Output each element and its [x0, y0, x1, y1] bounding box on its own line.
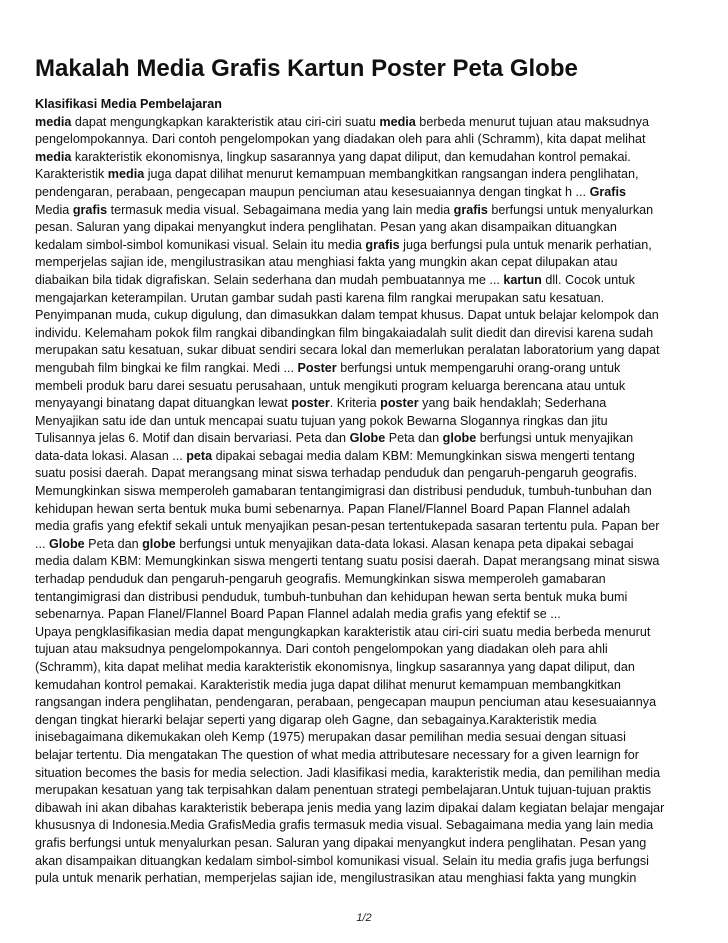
text-line: [35, 589, 697, 607]
text-line: [35, 765, 697, 783]
text-run: Upaya pengklasifikasian media dapat mengungkapkan karakteristik atau ciri-ciri suatu media berbeda menurut: [35, 624, 651, 639]
keyword-highlight: Poster: [297, 360, 337, 375]
text-run: termasuk media visual. Sebagaimana media yang lain media: [107, 202, 454, 217]
text-run: memperjelas sajian ide, mengilustrasikan atau menghiasi fakta yang mungkin akan cepat dilupakan atau: [35, 255, 618, 270]
text-line: [35, 413, 697, 431]
text-run: dll. Cocok untuk: [541, 272, 635, 287]
text-run: situation becomes the basis for media selection. Jadi klasifikasi media, karakteristik media, dan pemilihan media: [35, 765, 661, 780]
text-line: [35, 501, 697, 519]
text-line: [35, 307, 697, 325]
keyword-highlight: media: [379, 114, 416, 129]
text-line: [35, 290, 697, 308]
text-run: kehidupan hewan serta bentuk muka bumi sebenarnya. Papan Flanel/Flannel Board Papan Flannel adalah: [35, 501, 631, 516]
text-run: Peta dan: [385, 431, 443, 446]
text-run: tentangimigrasi dan distribusi penduduk, tumbuh-tunbuhan dan kehidupan hewan serta bentuk muka bumi: [35, 589, 628, 604]
text-line: [35, 166, 697, 184]
text-run: dapat mengungkapkan karakteristik atau ciri-ciri suatu: [71, 114, 380, 129]
text-line: [35, 448, 697, 466]
text-run: diabaikan bila tidak digrafiskan. Selain sederhana dan mudah pembuatannya me ...: [35, 272, 504, 287]
page-number: 1/2: [356, 912, 372, 924]
keyword-highlight: Grafis: [589, 184, 626, 199]
text-run: (Schramm), kita dapat melihat media karakteristik ekonomisnya, lingkup sasarannya yang dapat diliput, dan: [35, 660, 635, 674]
text-line: [35, 659, 697, 677]
keyword-highlight: media: [35, 114, 72, 129]
keyword-highlight: grafis: [72, 202, 108, 217]
keyword-highlight: globe: [142, 536, 176, 551]
keyword-highlight: poster: [380, 396, 419, 411]
text-line: [35, 729, 697, 747]
text-line: [35, 677, 697, 695]
text-run: pesan. Saluran yang dipakai menyangkut indera penglihatan. Pesan yang akan disampaikan dituangkan: [35, 220, 617, 235]
text-run: merupakan kesatuan yang tak terpisahkan dalam penentuan strategi pembelajaran.Untuk tujuan-tujuan praktis: [35, 783, 652, 798]
text-run: data-data lokasi. Alasan ...: [35, 448, 187, 463]
text-line: [35, 817, 697, 835]
keyword-highlight: peta: [186, 448, 213, 463]
text-run: rangsangan indera penglihatan, pendengaran, perabaan, pengecapan maupun penciuman atau kesesuaiannya: [35, 695, 657, 710]
text-run: tujuan atau maksudnya pengelompokannya. Dari contoh pengelompokan yang diadakan oleh para ahli: [35, 642, 608, 657]
text-run: merupakan satu kesatuan, sukar dibuat sendiri secara lokal dan memerlukan peralatan laboratorium yang dapat: [35, 343, 660, 358]
text-run: akan disampaikan dituangkan kedalam simbol-simbol komunikasi visual. Selain itu media grafis juga berfungsi: [35, 853, 649, 868]
text-run: Karakteristik: [35, 167, 108, 182]
text-run: Penyimpanan muda, cukup digulung, dan dimasukkan dalam tempat khusus. Dapat untuk belajar kelompok dan: [35, 308, 659, 323]
text-run: pengelompokannya. Dari contoh pengelompokan yang diadakan oleh para ahli (Schramm), kita dapat melihat: [35, 132, 646, 147]
text-line: [35, 465, 697, 483]
text-run: kemudahan kontrol pemakai. Karakteristik media juga dapat dilihat menurut kemampuan membangkitkan: [35, 677, 621, 692]
section-heading: Klasifikasi Media Pembelajaran: [35, 97, 222, 111]
text-run: mengajarkan keterampilan. Urutan gambar sudah pasti karena film rangkai merupakan satu kesatuan.: [35, 290, 605, 305]
text-line: [35, 518, 697, 536]
text-run: Peta dan: [84, 536, 143, 551]
text-line: [35, 853, 697, 871]
text-line: [35, 782, 697, 800]
text-run: mengubah film bingkai ke film rangkai. Medi ...: [35, 360, 298, 375]
text-line: [35, 641, 697, 659]
text-run: dipakai sebagai media dalam KBM: Memungkinkan siswa mengerti tentang: [212, 448, 635, 463]
text-run: pula untuk menarik perhatian, memperjelas sajian ide, mengilustrasikan atau menghiasi fakta yang mungkin: [35, 871, 637, 886]
keyword-highlight: grafis: [453, 202, 488, 217]
text-run: terhadap penduduk dan pengaruh-pengaruh geografis. Memungkinkan siswa memperoleh gamabaran: [35, 572, 606, 587]
text-run: pendengaran, perabaan, pengecapan maupun penciuman atau kesesuaiannya dengan tingkat h ...: [35, 184, 590, 199]
text-line: [35, 483, 697, 501]
text-run: dibawah ini akan dibahas karakteristik beberapa jenis media yang lazim dipakai dalam kegiatan belajar mengajar: [35, 800, 665, 815]
text-line: [35, 219, 697, 237]
text-run: belajar tertentu. Dia mengatakan The question of what media attributesare necessary for a given learnign for: [35, 747, 639, 762]
text-run: grafis berfungsi untuk menyalurkan pesan. Saluran yang dipakai menyangkut indera penglihatan. Pesan yang: [35, 835, 647, 850]
text-line: [35, 149, 697, 167]
text-run: kedalam simbol-simbol komunikasi visual. Selain itu media: [35, 237, 366, 252]
text-run: suatu posisi daerah. Dapat merangsang minat siswa terhadap penduduk dan pengaruh-pengaruh geografis.: [35, 466, 638, 481]
document-page: [35, 54, 697, 888]
text-run: dengan tingkat hierarki belajar seperti yang digarap oleh Gagne, dan sebagainya.Karakteristik media: [35, 712, 597, 727]
text-line: [35, 712, 697, 730]
text-line: [35, 378, 697, 396]
keyword-highlight: Globe: [349, 431, 386, 446]
text-line: [35, 606, 697, 624]
text-run: inisebagaimana dikemukakan oleh Kemp (1975) merupakan dasar pemilihan media sesuai dengan situasi: [35, 730, 626, 745]
keyword-highlight: Globe: [49, 536, 85, 551]
keyword-highlight: media: [107, 167, 145, 182]
text-run: juga dapat dilihat menurut kemampuan membangkitkan rangsangan indera penglihatan,: [144, 167, 639, 182]
keyword-highlight: poster: [291, 396, 330, 411]
text-run: ...: [35, 536, 49, 551]
text-line: [35, 237, 697, 255]
text-line: [35, 325, 697, 343]
text-run: Memungkinkan siswa memperoleh gamabaran tentangimigrasi dan distribusi penduduk, tumbuh-tunbuhan dan: [35, 484, 652, 499]
text-run: yang baik hendaklah; Sederhana: [418, 396, 607, 411]
text-line: [35, 114, 697, 132]
body-text: [35, 114, 697, 888]
text-run: . Kriteria: [329, 396, 381, 411]
keyword-highlight: globe: [442, 431, 477, 446]
keyword-highlight: kartun: [503, 272, 542, 287]
text-line: [35, 202, 697, 220]
text-line: [35, 835, 697, 853]
text-line: [35, 254, 697, 272]
text-run: menyayangi binatang dapat dituangkan lewat: [35, 396, 292, 411]
text-run: berfungsi untuk menyajikan data-data lokasi. Alasan kenapa peta dipakai sebagai: [175, 536, 634, 551]
text-line: [35, 184, 697, 202]
text-run: Media: [35, 202, 73, 217]
text-run: khususnya di Indonesia.Media GrafisMedia grafis termasuk media visual. Sebagaimana media yang lain media: [35, 818, 654, 833]
text-line: [35, 536, 697, 554]
text-line: [35, 342, 697, 360]
text-run: membeli produk baru darei sesuatu perusahaan, untuk mengikuti program keluarga berencana atau untuk: [35, 378, 626, 393]
keyword-highlight: media: [35, 149, 72, 164]
text-line: [35, 694, 697, 712]
text-run: Tulisannya jelas 6. Motif dan disain bervariasi. Peta dan: [35, 431, 350, 446]
text-line: [35, 870, 697, 888]
text-run: individu. Kelemaham pokok film rangkai dibandingkan film bingakaiadalah sulit diedit dan direvisi karena sudah: [35, 325, 654, 340]
text-line: [35, 360, 697, 378]
page-title: Makalah Media Grafis Kartun Poster Peta Globe: [35, 55, 578, 82]
text-run: media dalam KBM: Memungkinkan siswa mengerti tentang suatu posisi daerah. Dapat merangsang minat siswa: [35, 554, 660, 569]
text-line: [35, 430, 697, 448]
text-run: karakteristik ekonomisnya, lingkup sasarannya yang dapat diliput, dan kemudahan kontrol pemakai.: [71, 149, 631, 164]
text-line: [35, 624, 697, 642]
text-run: juga berfungsi pula untuk menarik perhatian,: [399, 237, 652, 252]
text-line: [35, 131, 697, 149]
text-line: [35, 800, 697, 818]
text-line: [35, 553, 697, 571]
text-run: berfungsi untuk mempengaruhi orang-orang untuk: [336, 360, 621, 375]
keyword-highlight: grafis: [365, 237, 400, 252]
text-line: [35, 571, 697, 589]
text-run: berfungsi untuk menyajikan: [476, 431, 634, 446]
text-run: Menyajikan satu ide dan untuk mencapai suatu tujuan yang pokok Bewarna Slogannya ringkas dan jitu: [35, 413, 608, 428]
text-run: berfungsi untuk menyalurkan: [487, 202, 654, 217]
text-line: [35, 272, 697, 290]
text-line: [35, 747, 697, 765]
text-run: berbeda menurut tujuan atau maksudnya: [415, 114, 649, 129]
text-run: sebenarnya. Papan Flanel/Flannel Board Papan Flannel adalah media grafis yang efektif se ...: [35, 607, 561, 622]
text-line: [35, 395, 697, 413]
text-run: media grafis yang efektif sekali untuk menyajikan pesan-pesan tertentukepada sasaran tertentu pula. Papan ber: [35, 519, 660, 534]
